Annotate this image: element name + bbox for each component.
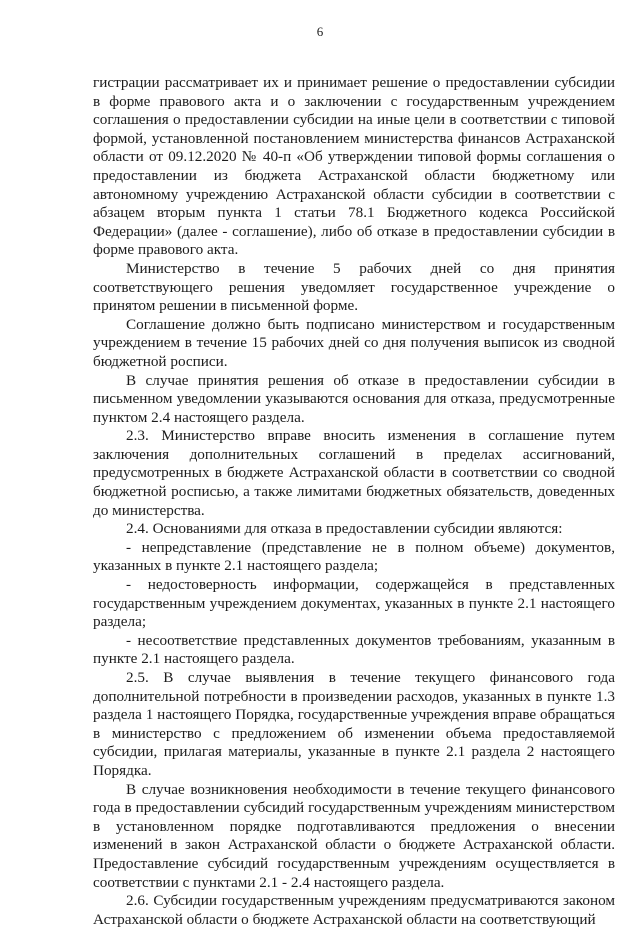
paragraph-refusal-notice: В случае принятия решения об отказе в предоставлении субсидии в письменном уведомлении указываются основания для отказа, предусмотренные пунктом 2.4 настоящего раздела. [93,371,615,426]
paragraph-continuation: гистрации рассматривает их и принимает решение о предоставлении субсидии в форме правового акта и о заключении с государственным учреждением соглашения о предоставлении субсидии на иные цели в соответствии с типовой формой, установленной постановлением министерства финансов Астраханской области от 09.12.2020 № 40-п «Об утверждении типовой формы соглашения о предоставлении из бюджета Астраханской области бюджетному или автономному учреждению Астраханской области субсидии в соответствии с абзацем вторым пункта 1 статьи 78.1 Бюджетного кодекса Российской Федерации» (далее - соглашение), либо об отказе в предоставлении субсидии в форме правового акта. [93,74,615,259]
paragraph-agreement-signing: Соглашение должно быть подписано министерством и государственным учреждением в течение 15 рабочих дней со дня получения выписок из сводной бюджетной росписи. [93,315,615,370]
paragraph-notification: Министерство в течение 5 рабочих дней со дня принятия соответствующего решения уведомляет государственное учреждение о принятом решении в письменной форме. [93,259,615,315]
list-item-nonsubmission: - непредставление (представление не в полном объеме) документов, указанных в пункте 2.1 настоящего раздела; [93,538,615,575]
paragraph-2-3: 2.3. Министерство вправе вносить изменения в соглашение путем заключения дополнительных соглашений в пределах ассигнований, предусмотренных в бюджете Астраханской области в соответствии со сводной бюджетной росписью, а также лимитами бюджетных обязательств, доведенных до министерства. [93,427,615,519]
list-item-inaccuracy: - недостоверность информации, содержащейся в представленных государственным учреждением документах, указанных в пункте 2.1 настоящего раздела; [93,576,615,631]
paragraph-budget-amendments: В случае возникновения необходимости в течение текущего финансового года в предоставлении субсидий государственным учреждениям министерством в установленном порядке подготавливаются предложения о внесении изменений в закон Астраханской области о бюджете Астраханской области. Предоставление субсидий государственным учреждениям осуществляется в соответствии с пунктами 2.1 - 2.4 настоящего раздела. [93,780,615,891]
list-item-noncompliance: - несоответствие представленных документов требованиям, указанным в пункте 2.1 настоящего раздела. [93,631,615,668]
page-number: 6 [316,24,324,39]
paragraph-2-5: 2.5. В случае выявления в течение текущего финансового года дополнительной потребности в произведении расходов, указанных в пункте 1.3 раздела 1 настоящего Порядка, государственные учреждения вправе обращаться в министерство с предложением об изменении объема предоставляемой субсидии, прилагая материалы, указанные в пункте 2.1 раздела 2 настоящего Порядка. [93,669,615,779]
paragraph-2-4: 2.4. Основаниями для отказа в предоставлении субсидии являются: [126,520,563,538]
paragraph-2-6: 2.6. Субсидии государственным учреждениям предусматриваются законом Астраханской области о бюджете Астраханской области на соответствующий [93,892,615,928]
document-body [93,74,615,929]
